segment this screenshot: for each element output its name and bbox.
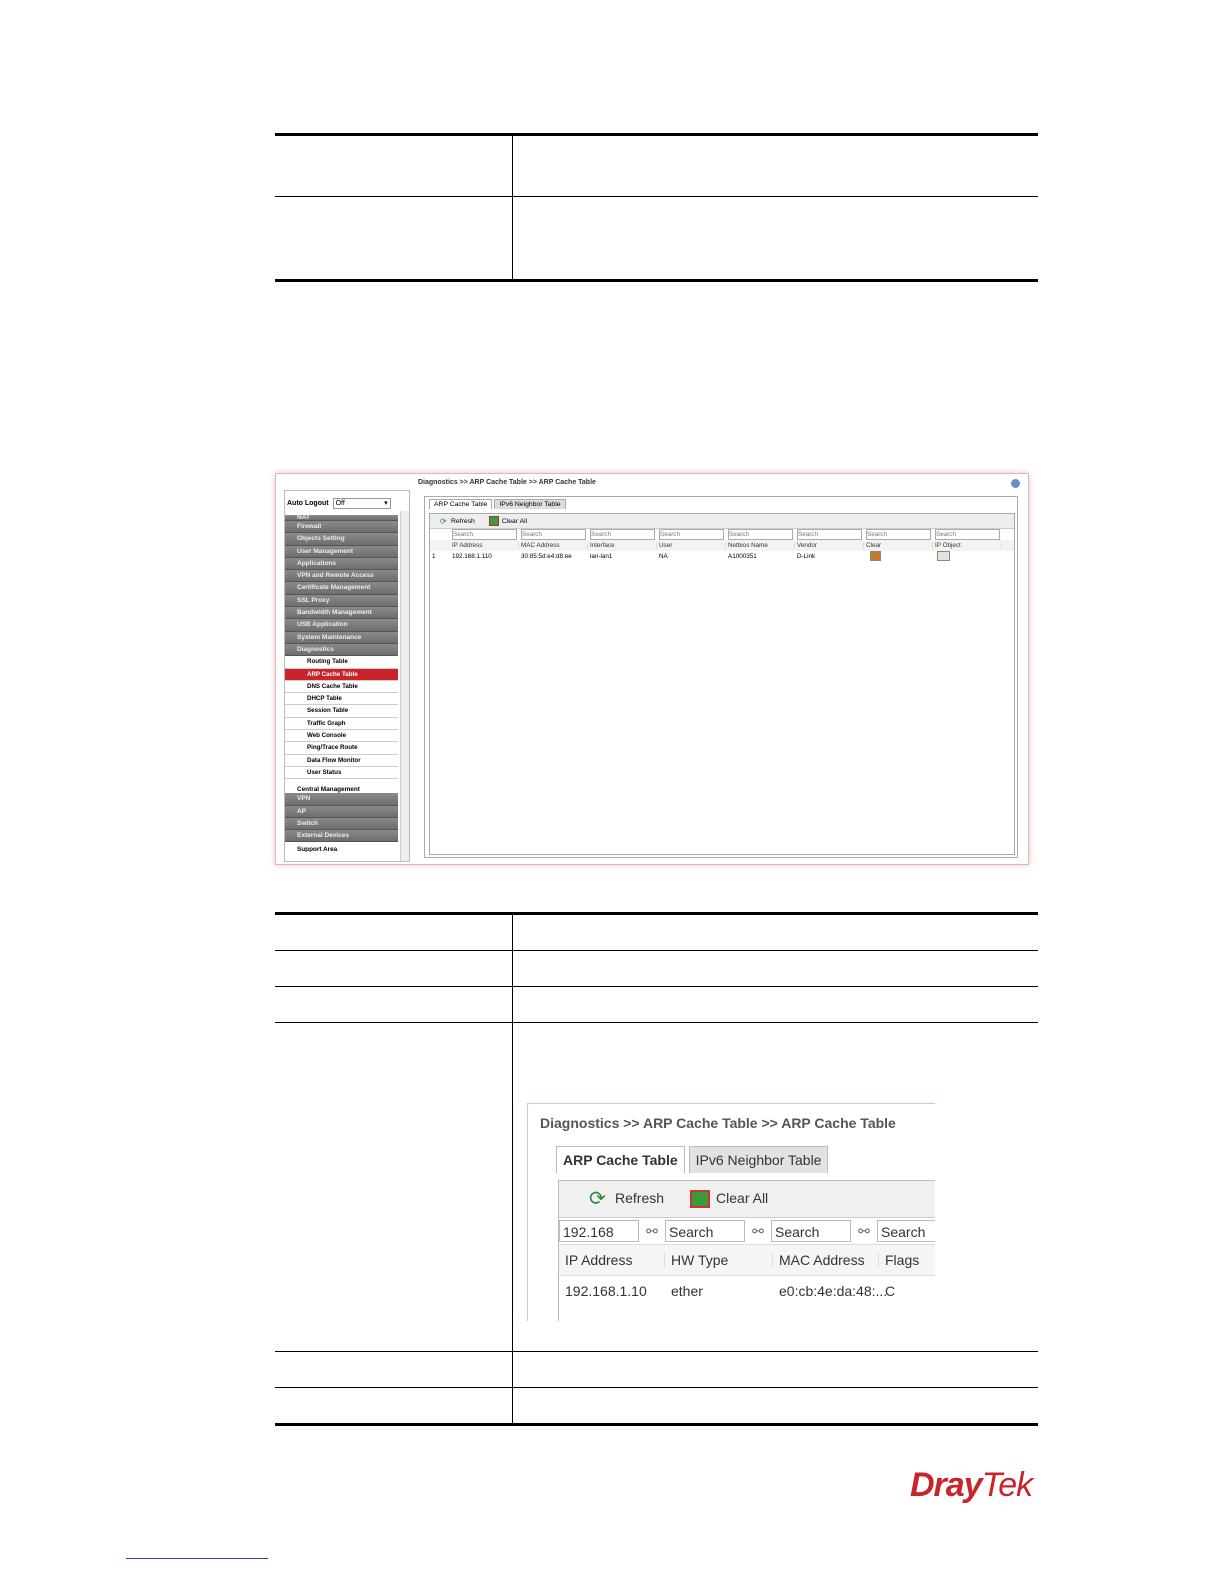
inset-toolbar <box>559 1181 935 1218</box>
refresh-icon: ⟳ <box>589 1188 606 1211</box>
column-header[interactable]: Flags <box>885 1252 920 1268</box>
sidebar-subitem-data-flow-monitor[interactable]: Data Flow Monitor <box>285 755 398 767</box>
draytek-logo <box>910 1466 1032 1505</box>
search-row <box>430 529 1014 540</box>
column-header[interactable]: HW Type <box>665 1252 773 1268</box>
table-row <box>275 197 1038 279</box>
cell-user: NA <box>659 553 668 560</box>
clear-all-button[interactable] <box>690 1190 768 1208</box>
auto-logout-select[interactable] <box>333 498 391 509</box>
table-row <box>275 136 1038 197</box>
table-header <box>430 540 1014 551</box>
sidebar-scrollbar[interactable] <box>400 511 409 861</box>
toolbar <box>430 514 1014 529</box>
sidebar-item-bandwidth-management[interactable]: Bandwidth Management <box>285 607 398 619</box>
table-row <box>275 951 1038 987</box>
refresh-label: Refresh <box>615 1189 665 1206</box>
column-header[interactable]: MAC Address <box>519 542 588 549</box>
binoculars-icon[interactable]: ⚯ <box>752 1222 764 1239</box>
cell-ip: 192.168.1.10 <box>565 1283 647 1299</box>
search-input-vendor[interactable]: Search <box>797 529 862 540</box>
sidebar-menu <box>285 515 398 852</box>
section-support-area: Support Area <box>297 846 338 853</box>
sidebar-item-objects-setting[interactable]: Objects Setting <box>285 533 398 545</box>
cell-hw-type: ether <box>671 1283 703 1299</box>
cell-netbios: A1000351 <box>728 553 757 560</box>
search-input-hw-type[interactable]: Search <box>665 1220 745 1242</box>
cell-mac: 30:85:5d:e4:d8:ee <box>521 553 572 560</box>
column-header[interactable]: User <box>657 542 726 549</box>
sidebar-item-firewall[interactable]: Firewall <box>285 521 398 533</box>
sidebar <box>284 490 410 862</box>
logo-part1: Dray <box>910 1466 982 1504</box>
inset-tab-bar <box>556 1146 828 1173</box>
trash-icon <box>489 516 499 526</box>
sidebar-subitem-ping-trace-route[interactable]: Ping/Trace Route <box>285 742 398 754</box>
sidebar-subitem-dns-cache-table[interactable]: DNS Cache Table <box>285 681 398 693</box>
table-row <box>275 1388 1038 1423</box>
table-row <box>275 1352 1038 1388</box>
search-input-mac[interactable]: Search <box>771 1220 851 1242</box>
search-input-netbios[interactable]: Search <box>728 529 793 540</box>
refresh-label: Refresh <box>451 517 475 525</box>
table-row <box>275 1023 1038 1352</box>
section-central-management: Central Management <box>297 786 360 794</box>
trash-icon <box>690 1190 710 1208</box>
chevron-down-icon: ▾ <box>384 500 388 507</box>
column-header[interactable]: Netbios Name <box>726 542 795 549</box>
table-row <box>275 915 1038 951</box>
sidebar-item-applications[interactable]: Applications <box>285 558 398 570</box>
search-input-interface[interactable]: Search <box>590 529 655 540</box>
sidebar-item-ssl-proxy[interactable]: SSL Proxy <box>285 595 398 607</box>
clear-all-button[interactable] <box>489 516 527 526</box>
table-row <box>275 987 1038 1023</box>
clear-all-label: Clear All <box>716 1189 769 1206</box>
sidebar-subitem-arp-cache-table[interactable]: ARP Cache Table <box>285 669 398 681</box>
inset-frame <box>527 1103 935 1321</box>
table-row <box>559 1276 935 1306</box>
sidebar-item-certificate-management[interactable]: Certificate Management <box>285 582 398 594</box>
zoomed-arp-screenshot <box>527 1103 935 1321</box>
binoculars-icon[interactable]: ⚯ <box>858 1222 870 1239</box>
search-input-ip-object[interactable]: Search <box>935 529 1000 540</box>
cell-mac: e0:cb:4e:da:48:... <box>779 1283 888 1299</box>
cell-flags: C <box>885 1283 896 1299</box>
search-input-mac[interactable]: Search <box>521 529 586 540</box>
column-header[interactable]: IP Object <box>933 542 1002 549</box>
binoculars-icon[interactable]: ⚯ <box>646 1222 658 1239</box>
sidebar-item-usb-application[interactable]: USB Application <box>285 619 398 631</box>
sidebar-item-system-maintenance[interactable]: System Maintenance <box>285 632 398 644</box>
column-header[interactable]: Interface <box>588 542 657 549</box>
arp-table-panel <box>429 513 1015 855</box>
inset-breadcrumb: Diagnostics >> ARP Cache Table >> ARP Cache Table <box>540 1115 896 1131</box>
column-header[interactable]: MAC Address <box>773 1252 879 1268</box>
inset-table-panel <box>558 1180 935 1321</box>
auto-logout-value: Off <box>335 499 345 507</box>
sidebar-item-external-devices[interactable]: External Devices <box>285 830 398 842</box>
column-header[interactable]: Clear <box>864 542 933 549</box>
sidebar-subitem-session-table[interactable]: Session Table <box>285 705 398 717</box>
sidebar-subitem-web-console[interactable]: Web Console <box>285 730 398 742</box>
sidebar-item-user-management[interactable]: User Management <box>285 546 398 558</box>
logo-part2: Tek <box>981 1466 1033 1504</box>
tab-arp-cache-table[interactable]: ARP Cache Table <box>429 499 492 509</box>
row-index: 1 <box>432 553 436 560</box>
sidebar-item-switch[interactable]: Switch <box>285 818 398 830</box>
sidebar-subitem-routing-table[interactable]: Routing Table <box>285 656 398 668</box>
search-input-ip[interactable]: 192.168 <box>559 1220 639 1242</box>
content-panel <box>424 496 1018 858</box>
refresh-button[interactable] <box>440 517 475 525</box>
column-header[interactable]: IP Address <box>559 1252 665 1268</box>
table-row <box>430 551 1014 562</box>
definition-table-top <box>275 133 1038 282</box>
parameter-table <box>275 912 1038 1426</box>
refresh-icon: ⟳ <box>440 517 447 526</box>
sidebar-item-nat[interactable]: NAT <box>285 515 398 521</box>
tab-ipv6-neighbor-table[interactable]: IPv6 Neighbor Table <box>494 499 565 509</box>
breadcrumb: Diagnostics >> ARP Cache Table >> ARP Cache Table <box>418 479 596 486</box>
sidebar-item-vpn[interactable]: VPN <box>285 793 398 805</box>
inset-table-header <box>559 1245 935 1276</box>
search-input-ip[interactable]: Search <box>452 529 517 540</box>
sidebar-subitem-traffic-graph[interactable]: Traffic Graph <box>285 718 398 730</box>
auto-logout <box>287 497 391 509</box>
column-header[interactable]: Vendor <box>795 542 864 549</box>
main-content <box>416 479 1022 859</box>
search-input-flags[interactable]: Search <box>877 1220 935 1242</box>
inset-search-row <box>559 1218 935 1245</box>
router-screenshot <box>275 473 1029 865</box>
search-input-user[interactable]: Search <box>659 529 724 540</box>
column-header[interactable]: IP Address <box>450 542 519 549</box>
search-input-clear[interactable]: Search <box>866 529 931 540</box>
clear-icon[interactable] <box>870 551 881 561</box>
cell-ip: 192.168.1.110 <box>452 553 492 560</box>
cell-interface: lan-lan1 <box>590 553 613 560</box>
clear-all-label: Clear All <box>501 517 528 525</box>
sidebar-subitem-user-status[interactable]: User Status <box>285 767 398 779</box>
sidebar-item-vpn-remote-access[interactable]: VPN and Remote Access <box>285 570 398 582</box>
tab-bar <box>429 499 566 509</box>
refresh-button[interactable] <box>589 1188 665 1211</box>
sidebar-subitem-dhcp-table[interactable]: DHCP Table <box>285 693 398 705</box>
tab-arp-cache-table[interactable]: ARP Cache Table <box>556 1146 685 1173</box>
help-icon[interactable] <box>1011 479 1020 488</box>
footer-line <box>126 1558 268 1559</box>
tab-ipv6-neighbor-table[interactable]: IPv6 Neighbor Table <box>689 1146 829 1173</box>
sidebar-item-ap[interactable]: AP <box>285 806 398 818</box>
auto-logout-label: Auto Logout <box>287 499 329 507</box>
cell-vendor: D-Link <box>797 553 816 560</box>
add-ip-object-icon[interactable] <box>937 551 950 561</box>
sidebar-item-diagnostics[interactable]: Diagnostics <box>285 644 398 656</box>
